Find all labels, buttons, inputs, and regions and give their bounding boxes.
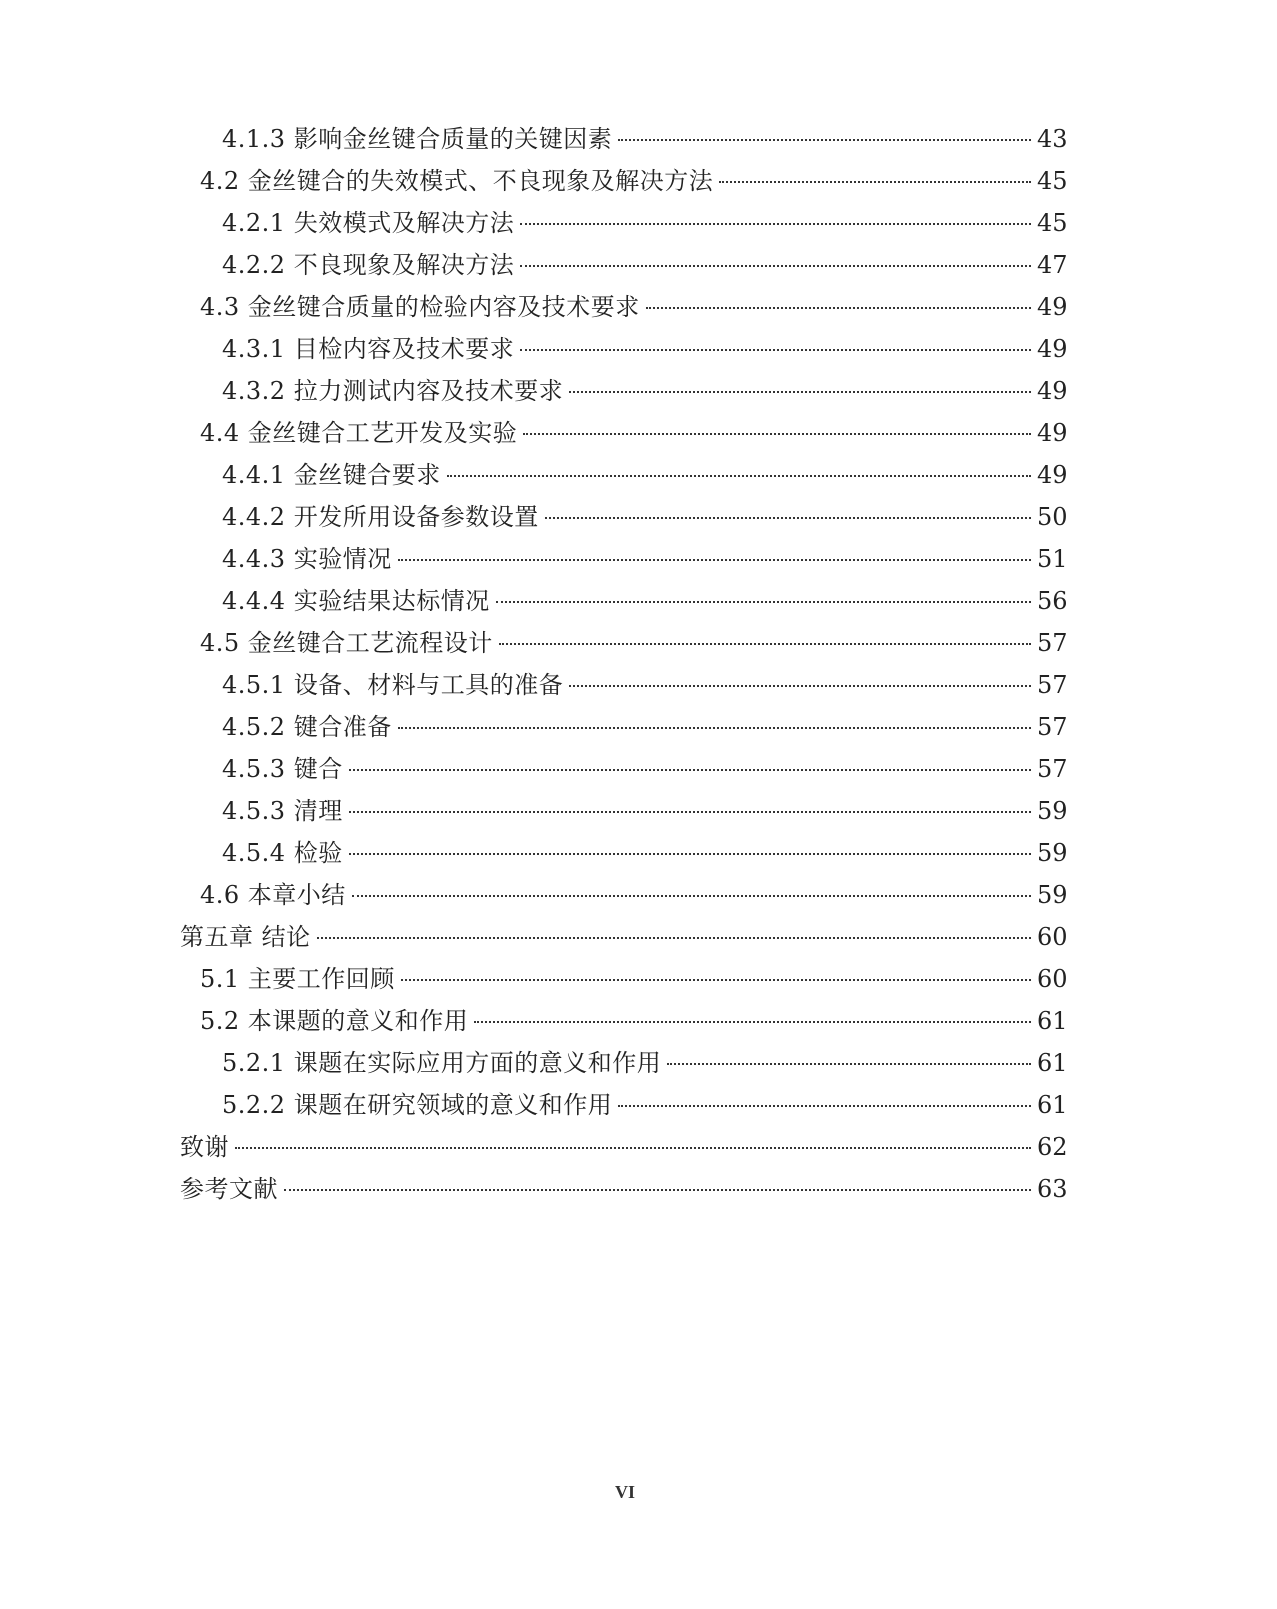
toc-entry-page: 63 — [1037, 1175, 1068, 1203]
toc-entry — [0, 538, 1277, 580]
toc-entry — [0, 286, 1277, 328]
toc-entry-page: 61 — [1037, 1091, 1068, 1119]
toc-entry-title: 4.2.1 失效模式及解决方法 — [222, 209, 515, 237]
toc-entry — [0, 706, 1277, 748]
toc-entry-page: 45 — [1037, 209, 1068, 237]
toc-dot-leader — [646, 307, 1031, 309]
toc-entry-title: 4.5.4 检验 — [222, 839, 343, 867]
toc-entry-page: 49 — [1037, 419, 1068, 447]
toc-entry-title: 4.3.1 目检内容及技术要求 — [222, 335, 515, 363]
toc-entry-title: 第五章 结论 — [180, 923, 311, 951]
toc-entry — [0, 622, 1277, 664]
toc-entry — [0, 244, 1277, 286]
toc-entry-page: 60 — [1037, 965, 1068, 993]
toc-entry-page: 49 — [1037, 377, 1068, 405]
toc-entry-page: 56 — [1037, 587, 1068, 615]
toc-entry — [0, 370, 1277, 412]
toc-entry — [0, 202, 1277, 244]
toc-entry-page: 45 — [1037, 167, 1068, 195]
toc-entry-page: 49 — [1037, 293, 1068, 321]
toc-entry — [0, 1042, 1277, 1084]
toc-entry-page: 49 — [1037, 461, 1068, 489]
toc-entry-page: 60 — [1037, 923, 1068, 951]
toc-dot-leader — [447, 475, 1031, 477]
toc-entry-page: 62 — [1037, 1133, 1068, 1161]
toc-entry — [0, 580, 1277, 622]
toc-entry-title: 4.4.2 开发所用设备参数设置 — [222, 503, 539, 531]
toc-dot-leader — [569, 391, 1031, 393]
toc-entry-page: 57 — [1037, 755, 1068, 783]
toc-dot-leader — [349, 769, 1031, 771]
toc-dot-leader — [520, 349, 1031, 351]
toc-dot-leader — [401, 979, 1031, 981]
toc-dot-leader — [499, 643, 1031, 645]
toc-entry-title: 4.5.3 清理 — [222, 797, 343, 825]
toc-dot-leader — [349, 853, 1031, 855]
toc-entry-page: 50 — [1037, 503, 1068, 531]
toc-entry — [0, 328, 1277, 370]
toc-entry-title: 4.5.2 键合准备 — [222, 713, 392, 741]
toc-entry-title: 参考文献 — [180, 1175, 278, 1203]
toc-entry — [0, 1000, 1277, 1042]
toc-entry — [0, 1084, 1277, 1126]
toc-dot-leader — [398, 559, 1031, 561]
toc-entry — [0, 118, 1277, 160]
toc-dot-leader — [520, 223, 1031, 225]
toc-entry — [0, 496, 1277, 538]
toc-dot-leader — [349, 811, 1031, 813]
toc-entry-title: 4.4 金丝键合工艺开发及实验 — [200, 419, 518, 447]
toc-entry-page: 61 — [1037, 1007, 1068, 1035]
toc-entry-title: 5.2.2 课题在研究领域的意义和作用 — [222, 1091, 613, 1119]
toc-dot-leader — [352, 895, 1031, 897]
toc-entry-page: 59 — [1037, 881, 1068, 909]
toc-entry-title: 致谢 — [180, 1133, 229, 1161]
toc-entry-title: 5.2.1 课题在实际应用方面的意义和作用 — [222, 1049, 662, 1077]
toc-entry — [0, 454, 1277, 496]
toc-entry — [0, 1168, 1277, 1210]
toc-entry — [0, 916, 1277, 958]
toc-entry-page: 49 — [1037, 335, 1068, 363]
toc-entry-title: 4.2.2 不良现象及解决方法 — [222, 251, 515, 279]
page-number: VI — [614, 1482, 635, 1502]
toc-dot-leader — [520, 265, 1031, 267]
toc-entry-page: 47 — [1037, 251, 1068, 279]
toc-dot-leader — [523, 433, 1031, 435]
toc-entry-page: 59 — [1037, 797, 1068, 825]
toc-dot-leader — [618, 1105, 1031, 1107]
toc-entry — [0, 664, 1277, 706]
toc-dot-leader — [545, 517, 1031, 519]
toc-entry — [0, 790, 1277, 832]
toc-entry-title: 4.5 金丝键合工艺流程设计 — [200, 629, 493, 657]
toc-entry-title: 4.5.3 键合 — [222, 755, 343, 783]
toc-entry-page: 51 — [1037, 545, 1068, 573]
toc-entry-page: 59 — [1037, 839, 1068, 867]
toc-dot-leader — [719, 181, 1031, 183]
toc-dot-leader — [496, 601, 1031, 603]
toc-entry-title: 4.4.3 实验情况 — [222, 545, 392, 573]
toc-entry — [0, 412, 1277, 454]
toc-entry-title: 4.4.1 金丝键合要求 — [222, 461, 441, 489]
toc-dot-leader — [474, 1021, 1031, 1023]
toc-entry-title: 4.5.1 设备、材料与工具的准备 — [222, 671, 564, 699]
toc-dot-leader — [235, 1147, 1031, 1149]
toc-dot-leader — [569, 685, 1031, 687]
toc-entry — [0, 874, 1277, 916]
table-of-contents — [0, 118, 1277, 1210]
toc-entry — [0, 748, 1277, 790]
toc-entry-title: 5.1 主要工作回顾 — [200, 965, 395, 993]
toc-dot-leader — [667, 1063, 1031, 1065]
toc-entry-title: 4.4.4 实验结果达标情况 — [222, 587, 490, 615]
toc-entry-page: 57 — [1037, 713, 1068, 741]
toc-dot-leader — [618, 139, 1031, 141]
toc-entry-title: 4.1.3 影响金丝键合质量的关键因素 — [222, 125, 613, 153]
toc-entry-page: 43 — [1037, 125, 1068, 153]
toc-entry-title: 4.3 金丝键合质量的检验内容及技术要求 — [200, 293, 640, 321]
toc-entry — [0, 958, 1277, 1000]
toc-entry-page: 61 — [1037, 1049, 1068, 1077]
toc-entry — [0, 832, 1277, 874]
toc-entry-title: 4.2 金丝键合的失效模式、不良现象及解决方法 — [200, 167, 714, 195]
toc-dot-leader — [398, 727, 1031, 729]
toc-entry-page: 57 — [1037, 671, 1068, 699]
toc-entry-title: 4.3.2 拉力测试内容及技术要求 — [222, 377, 564, 405]
toc-entry-page: 57 — [1037, 629, 1068, 657]
toc-entry-title: 4.6 本章小结 — [200, 881, 346, 909]
toc-entry — [0, 160, 1277, 202]
toc-entry-title: 5.2 本课题的意义和作用 — [200, 1007, 469, 1035]
toc-dot-leader — [284, 1189, 1031, 1191]
toc-dot-leader — [317, 937, 1031, 939]
toc-entry — [0, 1126, 1277, 1168]
